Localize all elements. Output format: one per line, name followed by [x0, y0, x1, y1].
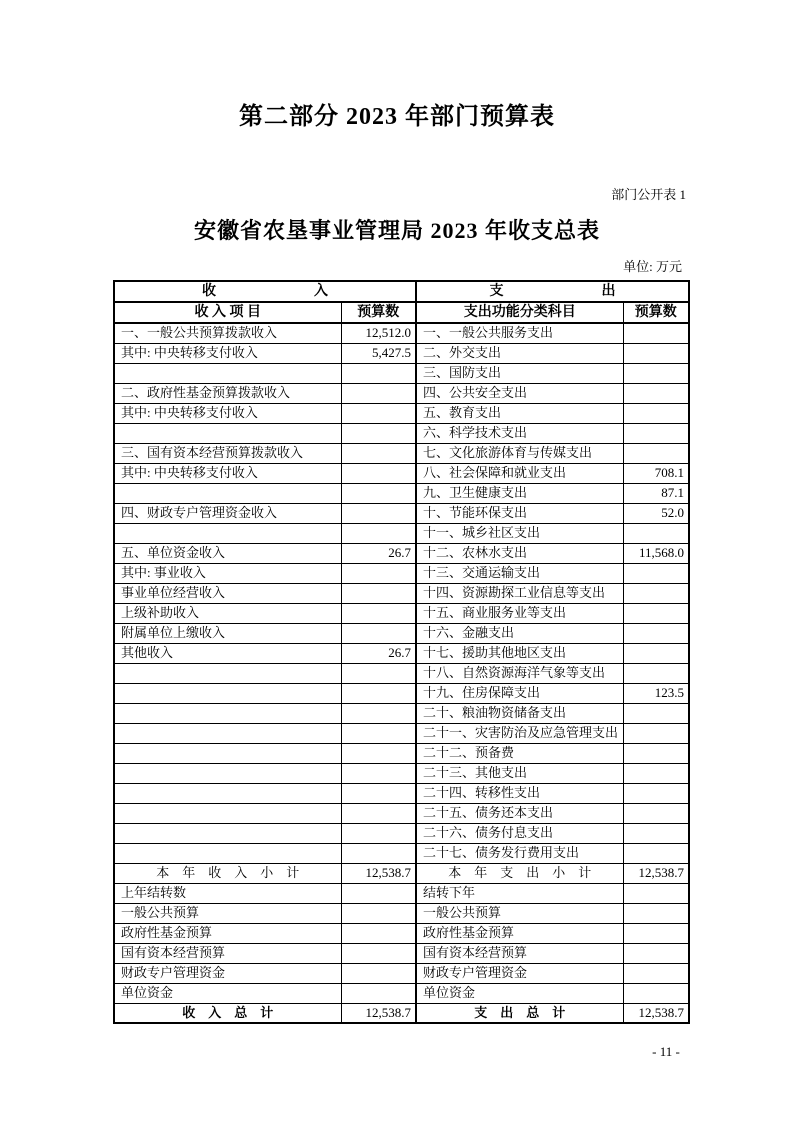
expense-item-cell: 三、国防支出 — [416, 363, 623, 383]
income-item-cell: 国有资本经营预算 — [114, 943, 341, 963]
expense-amount-cell — [623, 423, 689, 443]
income-item-cell: 上级补助收入 — [114, 603, 341, 623]
expense-item-cell: 本 年 支 出 小 计 — [416, 863, 623, 883]
expense-amount-cell — [623, 643, 689, 663]
income-amount-cell — [341, 943, 416, 963]
table-row — [114, 323, 689, 343]
expense-item-cell: 二十五、债务还本支出 — [416, 803, 623, 823]
expense-group-header: 支 出 — [416, 281, 689, 302]
expense-item-header: 支出功能分类科目 — [416, 302, 623, 323]
table-row — [114, 923, 689, 943]
expense-amount-cell — [623, 803, 689, 823]
income-amount-cell — [341, 983, 416, 1003]
income-item-cell: 五、单位资金收入 — [114, 543, 341, 563]
income-item-cell: 其中: 中央转移支付收入 — [114, 343, 341, 363]
income-item-cell: 其中: 中央转移支付收入 — [114, 403, 341, 423]
expense-amount-cell: 123.5 — [623, 683, 689, 703]
income-amount-cell — [341, 563, 416, 583]
income-item-cell: 本 年 收 入 小 计 — [114, 863, 341, 883]
expense-amount-cell — [623, 943, 689, 963]
table-row — [114, 963, 689, 983]
income-amount-cell — [341, 463, 416, 483]
income-amount-cell — [341, 443, 416, 463]
income-item-cell — [114, 783, 341, 803]
income-amount-cell — [341, 823, 416, 843]
income-item-cell: 政府性基金预算 — [114, 923, 341, 943]
income-item-cell: 事业单位经营收入 — [114, 583, 341, 603]
income-amount-cell — [341, 923, 416, 943]
income-amount-cell — [341, 603, 416, 623]
expense-amount-cell — [623, 783, 689, 803]
expense-amount-cell — [623, 903, 689, 923]
table-row — [114, 643, 689, 663]
table-row — [114, 843, 689, 863]
page-number: - 11 - — [652, 1044, 680, 1059]
expense-amount-cell — [623, 663, 689, 683]
part-title: 第二部分 2023 年部门预算表 — [239, 104, 555, 130]
income-amount-cell — [341, 483, 416, 503]
income-item-cell — [114, 723, 341, 743]
expense-amount-cell — [623, 583, 689, 603]
expense-amount-cell — [623, 623, 689, 643]
income-amount-cell — [341, 743, 416, 763]
table-row — [114, 663, 689, 683]
income-amount-cell: 5,427.5 — [341, 343, 416, 363]
income-amount-cell — [341, 423, 416, 443]
table-row — [114, 363, 689, 383]
table-title: 安徽省农垦事业管理局 2023 年收支总表 — [193, 218, 600, 243]
expense-item-cell: 四、公共安全支出 — [416, 383, 623, 403]
expense-item-cell: 二十四、转移性支出 — [416, 783, 623, 803]
expense-item-cell: 二十三、其他支出 — [416, 763, 623, 783]
income-amount-cell — [341, 503, 416, 523]
income-group-header: 收 入 — [114, 281, 416, 302]
table-row — [114, 803, 689, 823]
table-row — [114, 1003, 689, 1023]
expense-item-cell: 单位资金 — [416, 983, 623, 1003]
income-item-header: 收 入 项 目 — [114, 302, 341, 323]
table-row — [114, 583, 689, 603]
expense-item-cell: 九、卫生健康支出 — [416, 483, 623, 503]
income-item-cell — [114, 483, 341, 503]
income-amount-cell — [341, 803, 416, 823]
expense-item-cell: 二十一、灾害防治及应急管理支出 — [416, 723, 623, 743]
income-amount-cell — [341, 763, 416, 783]
expense-amount-cell — [623, 763, 689, 783]
income-item-cell: 财政专户管理资金 — [114, 963, 341, 983]
expense-amount-cell: 52.0 — [623, 503, 689, 523]
income-item-cell: 三、国有资本经营预算拨款收入 — [114, 443, 341, 463]
expense-item-cell: 八、社会保障和就业支出 — [416, 463, 623, 483]
table-row — [114, 463, 689, 483]
income-item-cell — [114, 423, 341, 443]
income-item-cell — [114, 763, 341, 783]
income-amount-cell — [341, 583, 416, 603]
unit-note: 单位: 万元 — [623, 259, 682, 274]
income-item-cell — [114, 803, 341, 823]
income-amount-cell: 12,538.7 — [341, 1003, 416, 1023]
expense-item-cell: 十四、资源勘探工业信息等支出 — [416, 583, 623, 603]
column-header-row — [114, 302, 689, 323]
expense-item-cell: 六、科学技术支出 — [416, 423, 623, 443]
expense-item-cell: 十二、农林水支出 — [416, 543, 623, 563]
income-item-cell: 一、一般公共预算拨款收入 — [114, 323, 341, 343]
income-amount-cell — [341, 623, 416, 643]
expense-item-cell: 十六、金融支出 — [416, 623, 623, 643]
income-item-cell: 其中: 中央转移支付收入 — [114, 463, 341, 483]
expense-item-cell: 十七、援助其他地区支出 — [416, 643, 623, 663]
expense-amount-cell — [623, 383, 689, 403]
expense-item-cell: 二、外交支出 — [416, 343, 623, 363]
income-budget-header: 预算数 — [341, 302, 416, 323]
income-amount-cell — [341, 363, 416, 383]
income-amount-cell — [341, 963, 416, 983]
expense-budget-header: 预算数 — [623, 302, 689, 323]
expense-item-cell: 结转下年 — [416, 883, 623, 903]
expense-item-cell: 二十、粮油物资储备支出 — [416, 703, 623, 723]
expense-item-cell: 二十二、预备费 — [416, 743, 623, 763]
expense-item-cell: 二十六、债务付息支出 — [416, 823, 623, 843]
table-row — [114, 523, 689, 543]
table-row — [114, 423, 689, 443]
income-item-cell: 其他收入 — [114, 643, 341, 663]
income-amount-cell — [341, 523, 416, 543]
income-item-cell: 上年结转数 — [114, 883, 341, 903]
table-row — [114, 903, 689, 923]
expense-amount-cell: 11,568.0 — [623, 543, 689, 563]
income-amount-cell — [341, 383, 416, 403]
income-amount-cell — [341, 703, 416, 723]
expense-item-cell: 一、一般公共服务支出 — [416, 323, 623, 343]
expense-amount-cell — [623, 823, 689, 843]
income-item-cell — [114, 363, 341, 383]
table-header — [114, 281, 689, 323]
table-row — [114, 563, 689, 583]
budget-summary-table — [113, 280, 690, 1024]
income-item-cell — [114, 663, 341, 683]
expense-amount-cell — [623, 343, 689, 363]
income-item-cell: 单位资金 — [114, 983, 341, 1003]
group-header-row — [114, 281, 689, 302]
income-item-cell — [114, 683, 341, 703]
table-row — [114, 483, 689, 503]
table-row — [114, 343, 689, 363]
table-body — [114, 323, 689, 1023]
expense-item-cell: 财政专户管理资金 — [416, 963, 623, 983]
expense-amount-cell: 12,538.7 — [623, 863, 689, 883]
expense-item-cell: 十八、自然资源海洋气象等支出 — [416, 663, 623, 683]
income-amount-cell: 26.7 — [341, 543, 416, 563]
income-amount-cell — [341, 843, 416, 863]
income-item-cell — [114, 703, 341, 723]
expense-amount-cell — [623, 703, 689, 723]
table-row — [114, 603, 689, 623]
expense-amount-cell — [623, 843, 689, 863]
income-amount-cell: 12,512.0 — [341, 323, 416, 343]
table-row — [114, 443, 689, 463]
income-item-cell — [114, 823, 341, 843]
expense-item-cell: 国有资本经营预算 — [416, 943, 623, 963]
income-item-cell: 其中: 事业收入 — [114, 563, 341, 583]
income-item-cell: 四、财政专户管理资金收入 — [114, 503, 341, 523]
expense-item-cell: 一般公共预算 — [416, 903, 623, 923]
income-amount-cell — [341, 883, 416, 903]
expense-amount-cell — [623, 983, 689, 1003]
table-row — [114, 743, 689, 763]
table-row — [114, 863, 689, 883]
table-row — [114, 883, 689, 903]
expense-amount-cell — [623, 743, 689, 763]
income-amount-cell — [341, 663, 416, 683]
income-item-cell — [114, 843, 341, 863]
expense-item-cell: 十三、交通运输支出 — [416, 563, 623, 583]
expense-item-cell: 二十七、债务发行费用支出 — [416, 843, 623, 863]
expense-amount-cell — [623, 883, 689, 903]
expense-amount-cell — [623, 723, 689, 743]
table-row — [114, 383, 689, 403]
table-label: 部门公开表 1 — [611, 187, 686, 202]
expense-amount-cell — [623, 563, 689, 583]
table-row — [114, 823, 689, 843]
expense-amount-cell — [623, 403, 689, 423]
expense-item-cell: 十、节能环保支出 — [416, 503, 623, 523]
income-amount-cell — [341, 783, 416, 803]
table-row — [114, 503, 689, 523]
expense-amount-cell: 12,538.7 — [623, 1003, 689, 1023]
income-item-cell: 收 入 总 计 — [114, 1003, 341, 1023]
income-amount-cell: 12,538.7 — [341, 863, 416, 883]
expense-amount-cell — [623, 523, 689, 543]
income-item-cell — [114, 523, 341, 543]
income-amount-cell: 26.7 — [341, 643, 416, 663]
table-row — [114, 543, 689, 563]
expense-item-cell: 政府性基金预算 — [416, 923, 623, 943]
expense-item-cell: 十九、住房保障支出 — [416, 683, 623, 703]
expense-amount-cell — [623, 923, 689, 943]
expense-amount-cell: 708.1 — [623, 463, 689, 483]
table-row — [114, 983, 689, 1003]
income-amount-cell — [341, 903, 416, 923]
table-row — [114, 783, 689, 803]
expense-amount-cell — [623, 323, 689, 343]
expense-amount-cell — [623, 363, 689, 383]
income-item-cell — [114, 743, 341, 763]
expense-item-cell: 五、教育支出 — [416, 403, 623, 423]
income-amount-cell — [341, 403, 416, 423]
income-item-cell: 一般公共预算 — [114, 903, 341, 923]
table-row — [114, 943, 689, 963]
table-row — [114, 683, 689, 703]
expense-amount-cell — [623, 443, 689, 463]
expense-item-cell: 十一、城乡社区支出 — [416, 523, 623, 543]
expense-amount-cell — [623, 963, 689, 983]
income-amount-cell — [341, 683, 416, 703]
expense-item-cell: 支 出 总 计 — [416, 1003, 623, 1023]
table-row — [114, 403, 689, 423]
table-row — [114, 763, 689, 783]
expense-amount-cell — [623, 603, 689, 623]
income-amount-cell — [341, 723, 416, 743]
expense-item-cell: 七、文化旅游体育与传媒支出 — [416, 443, 623, 463]
table-row — [114, 703, 689, 723]
income-item-cell: 二、政府性基金预算拨款收入 — [114, 383, 341, 403]
table-row — [114, 723, 689, 743]
table-row — [114, 623, 689, 643]
expense-amount-cell: 87.1 — [623, 483, 689, 503]
expense-item-cell: 十五、商业服务业等支出 — [416, 603, 623, 623]
income-item-cell: 附属单位上缴收入 — [114, 623, 341, 643]
